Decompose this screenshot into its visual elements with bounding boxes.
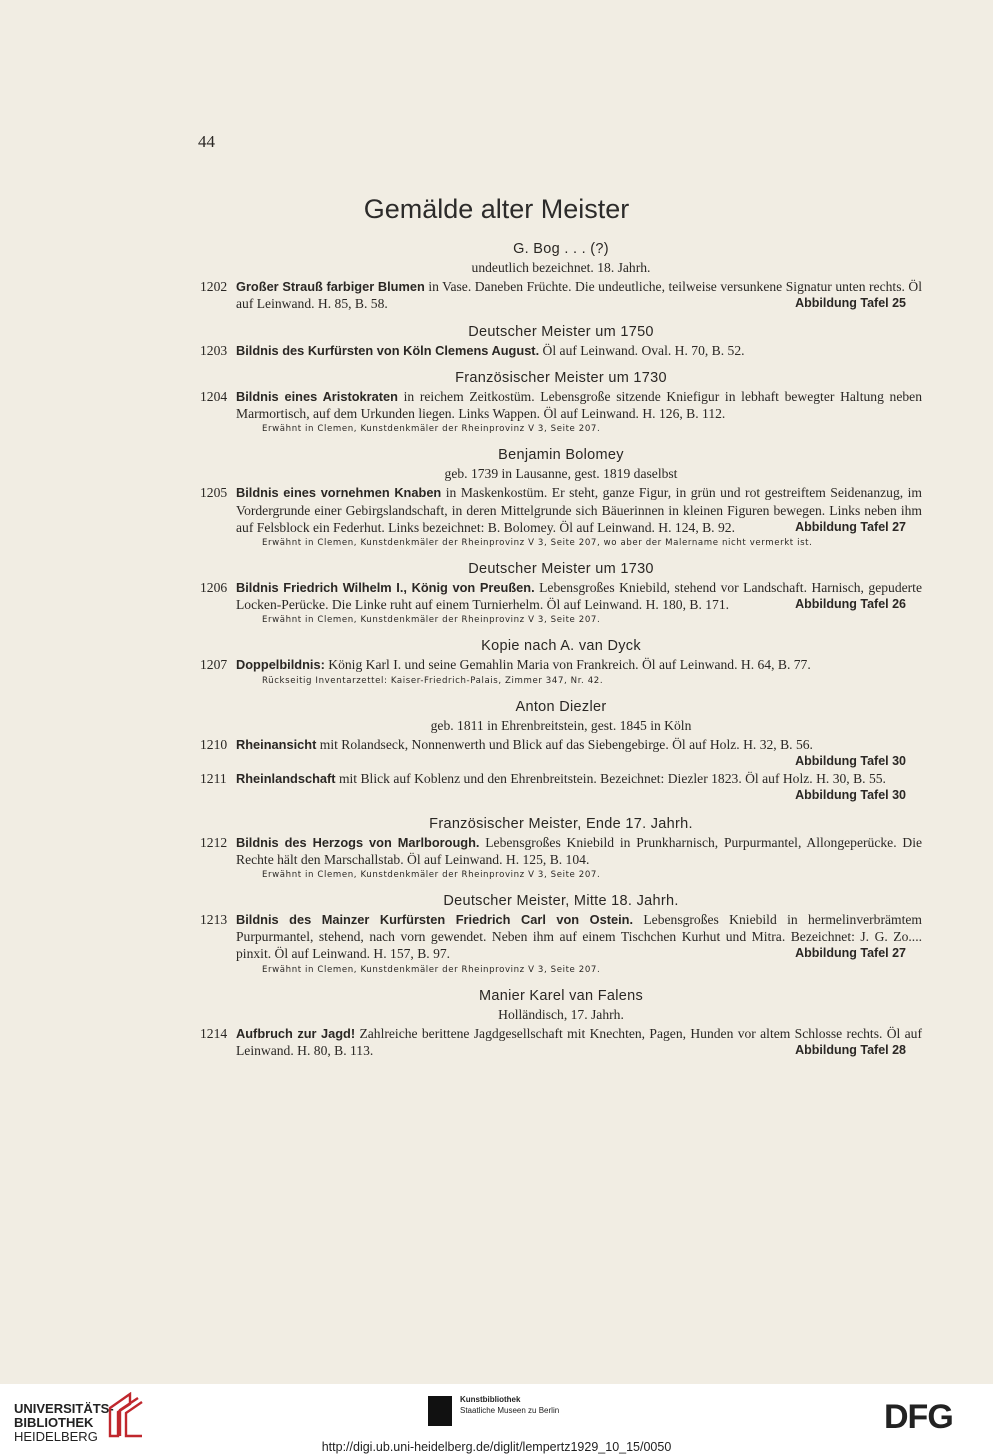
lot-number: 1210 [200,736,228,752]
catalog-entry [200,656,922,673]
lot-number: 1206 [200,580,228,596]
lot-description: mit Blick auf Koblenz und den Ehrenbreitstein. Bezeichnet: Diezler 1823. Öl auf Holz. H. 30, B. 55. [335,771,886,787]
lot-description: in Vase. Daneben Früchte. Die undeutliche, teilweise versunkene Signatur unten rechts. Öl auf Leinwand. H. 85, B. 58. [236,279,923,312]
plate-reference: Abbildung Tafel 28 [795,1043,906,1058]
catalog-entry [200,1025,922,1059]
lot-title: Bildnis des Mainzer Kurfürsten Friedrich Carl von Ostein. [236,912,634,928]
catalog-entry [200,579,922,613]
lot-title: Großer Strauß farbiger Blumen [236,279,425,295]
artist-heading: Manier Karel van Falens [478,987,644,1004]
catalog-entry [200,736,922,770]
artist-heading: Französischer Meister, Ende 17. Jahrh. [429,815,693,832]
lot-number: 1211 [200,771,227,787]
literature-note: Erwähnt in Clemen, Kunstdenkmäler der Rheinprovinz V 3, Seite 207. [262,615,601,626]
artist-heading: Kopie nach A. van Dyck [481,638,641,655]
lot-description: Lebensgroßes Kniebild in hermelinverbrämtem Purpurmantel, stehend, nach vorn gewendet. Neben ihm auf einem Tischchen Kurhut und Mitra. Bezeichnet: J. G. Zo.... pinxit. Öl auf Leinwand. H. 157, B. 97. [236,912,922,962]
catalog-section [200,240,922,313]
catalog-entry [200,278,922,312]
plate-reference: Abbildung Tafel 26 [795,597,906,612]
ub-logo-line-2: BIBLIOTHEK [14,1415,94,1430]
lot-title: Bildnis eines Aristokraten [236,388,398,404]
page-title: Gemälde alter Meister [363,194,630,224]
catalog-section [200,637,922,687]
dfg-logo[interactable]: DFG [884,1398,953,1436]
lot-title: Rheinlandschaft [236,771,336,787]
kb-line-1: Kunstbibliothek [460,1395,521,1404]
catalog-entry [200,770,922,804]
artist-info: geb. 1739 in Lausanne, gest. 1819 daselbst [444,466,678,482]
plate-reference: Abbildung Tafel 30 [795,788,906,803]
catalog-entry [200,342,922,359]
literature-note: Erwähnt in Clemen, Kunstdenkmäler der Rheinprovinz V 3, Seite 207. [262,870,601,881]
lot-number: 1214 [200,1025,228,1041]
lot-description: Öl auf Leinwand. Oval. H. 70, B. 52. [539,342,745,358]
artist-info: geb. 1811 in Ehrenbreitstein, gest. 1845 in Köln [430,717,692,733]
lot-number: 1207 [200,657,228,673]
artist-heading: Benjamin Bolomey [498,447,624,464]
catalog-section [200,323,922,359]
lot-number: 1204 [200,388,228,404]
literature-note: Rückseitig Inventarzettel: Kaiser-Friedrich-Palais, Zimmer 347, Nr. 42. [262,675,604,686]
lot-title: Doppelbildnis: [236,657,325,673]
artist-info: Holländisch, 17. Jahrh. [498,1006,624,1022]
lot-title: Bildnis eines vornehmen Knaben [236,485,442,501]
catalog-content [200,240,922,1069]
lot-title: Bildnis Friedrich Wilhelm I., König von Preußen. [236,580,535,596]
literature-note: Erwähnt in Clemen, Kunstdenkmäler der Rheinprovinz V 3, Seite 207, wo aber der Malername nicht vermerkt ist. [262,538,813,549]
plate-reference: Abbildung Tafel 27 [795,519,906,534]
catalog-section [200,815,922,882]
catalog-entry [200,834,922,868]
kb-line-2: Staatliche Museen zu Berlin [460,1406,560,1415]
lot-description: Zahlreiche berittene Jagdgesellschaft mit Knechten, Pagen, Hunden vor altem Schlosse rechts. Öl auf Leinwand. H. 80, B. 113. [236,1025,922,1059]
catalog-section [200,987,922,1060]
artist-heading: Deutscher Meister, Mitte 18. Jahrh. [443,893,679,910]
plate-reference: Abbildung Tafel 30 [795,754,906,769]
ub-logo-line-1: UNIVERSITÄTS- [14,1401,114,1416]
lot-description: Lebensgroßes Kniebild in Prunkharnisch, Purpurmantel, Allongeperücke. Die Rechte hält den Marschallstab. Öl auf Leinwand. H. 125, B. 104. [236,834,923,867]
catalog-entry [200,388,922,422]
artist-heading: Deutscher Meister um 1750 [468,323,654,340]
catalog-section [200,560,922,627]
lot-number: 1203 [200,342,228,358]
lot-title: Rheinansicht [236,736,317,752]
lot-number: 1212 [200,834,228,850]
lot-description: in Maskenkostüm. Er steht, ganze Figur, in grün und rot gestreiftem Seidenanzug, im Vordergrunde einer Gebirgslandschaft, in deren Mittelgrunde sich Bäuerinnen in kleinen Figuren bewegen. Links neben ihm auf Felsblock ein Federhut. Links bezeichnet: B. Bolomey. Öl auf Leinwand. H. 124, B. 92. [236,485,922,535]
lot-description: in reichem Zeitkostüm. Lebensgroße sitzende Kniefigur in lebhaft bewegter Haltung neben Marmortisch, auf dem Urkunden liegen. Links Wappen. Öl auf Leinwand. H. 126, B. 112. [236,388,922,422]
catalog-entry [200,911,922,963]
lot-description: König Karl I. und seine Gemahlin Maria von Frankreich. Öl auf Leinwand. H. 64, B. 77. [324,657,811,673]
lot-number: 1213 [200,912,228,928]
plate-reference: Abbildung Tafel 27 [795,946,906,961]
catalog-section [200,892,922,977]
artist-info: undeutlich bezeichnet. 18. Jahrh. [471,260,651,275]
lot-title: Aufbruch zur Jagd! [236,1025,356,1041]
kunstbibliothek-icon [428,1396,452,1426]
artist-heading: G. Bog . . . (?) [513,241,609,257]
artist-heading: Französischer Meister um 1730 [455,369,667,386]
lot-description: Lebensgroßes Kniebild, stehend vor Landschaft. Harnisch, gepuderte Locken-Perücke. Die Linke ruht auf einem Turnierhelm. Öl auf Leinwand. H. 180, B. 171. [236,580,922,613]
catalog-section [200,698,922,805]
plate-reference: Abbildung Tafel 25 [795,296,906,311]
catalog-section [200,369,922,436]
lot-title: Bildnis des Herzogs von Marlborough. [236,834,480,850]
permalink-url[interactable]: http://digi.ub.uni-heidelberg.de/diglit/lempertz1929_10_15/0050 [321,1440,672,1454]
lot-title: Bildnis des Kurfürsten von Köln Clemens August. [236,342,540,358]
catalog-section [200,446,922,550]
literature-note: Erwähnt in Clemen, Kunstdenkmäler der Rheinprovinz V 3, Seite 207. [262,424,601,435]
catalog-entry [200,484,922,536]
page-number: 44 [198,132,215,151]
artist-heading: Anton Diezler [515,698,607,715]
ub-logo-line-3: HEIDELBERG [14,1429,98,1444]
kunstbibliothek-logo[interactable] [460,1394,559,1416]
ub-heidelberg-logo[interactable] [14,1402,114,1444]
lot-number: 1205 [200,485,228,501]
lot-number: 1202 [200,279,228,295]
ub-bracket-icon [104,1392,144,1438]
footer-bar [0,1384,993,1456]
lot-description: mit Rolandseck, Nonnenwerth und Blick auf das Siebengebirge. Öl auf Holz. H. 32, B. 56. [316,736,813,752]
artist-heading: Deutscher Meister um 1730 [468,561,654,578]
literature-note: Erwähnt in Clemen, Kunstdenkmäler der Rheinprovinz V 3, Seite 207. [262,964,601,975]
